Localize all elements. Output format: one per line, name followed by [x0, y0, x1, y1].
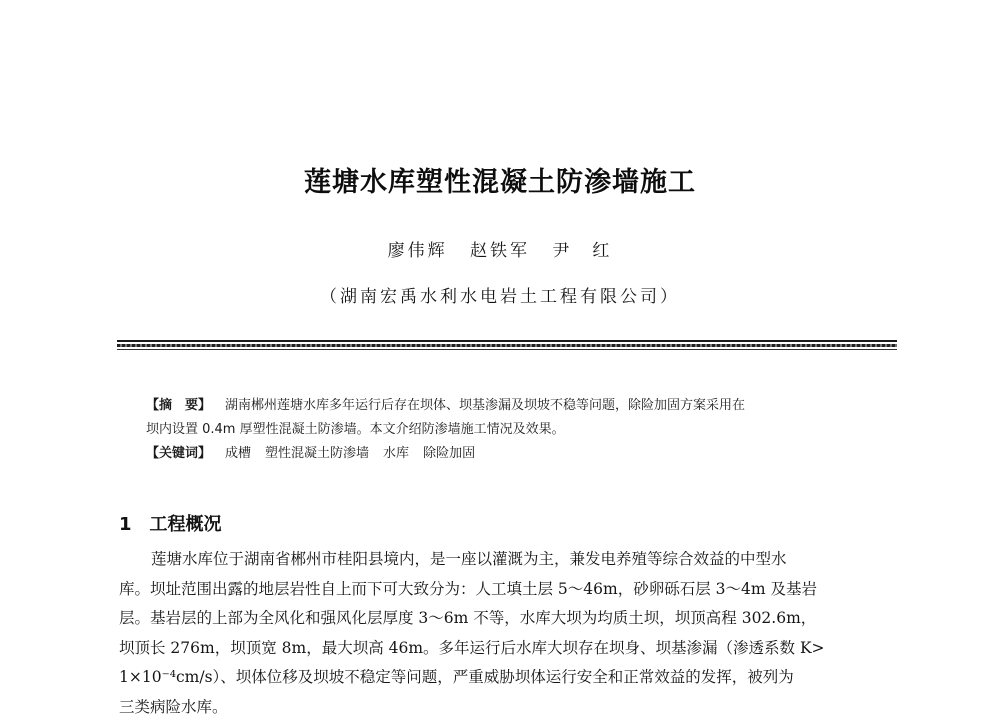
- keyword: 水库: [383, 446, 409, 461]
- section-title: 工程概况: [150, 514, 222, 535]
- header-divider: [117, 344, 897, 347]
- paragraph-line: 三类病险水库。: [119, 693, 897, 722]
- abstract-block: [146, 394, 886, 466]
- abstract-text: 湖南郴州莲塘水库多年运行后存在坝体、坝基渗漏及坝坡不稳等问题，除险加固方案采用在: [225, 398, 745, 413]
- keyword: 除险加固: [423, 446, 475, 461]
- author-name: 廖伟辉: [388, 241, 448, 261]
- keywords-label: 【关键词】: [146, 446, 211, 461]
- paragraph-line: 层。基岩层的上部为全风化和强风化层厚度 3～6m 不等，水库大坝为均质土坝，坝顶高程 302.6m，: [119, 604, 897, 634]
- keyword: 成槽: [225, 446, 251, 461]
- header-divider: [117, 349, 897, 350]
- keywords-line: [146, 442, 886, 466]
- abstract-label: 【摘 要】: [146, 398, 211, 413]
- section-body: [119, 545, 897, 722]
- author-name: 赵铁军: [470, 241, 530, 261]
- header-divider: [117, 340, 897, 342]
- section-heading: [119, 510, 222, 536]
- author-affiliation: （湖南宏禹水利水电岩土工程有限公司）: [0, 282, 1000, 307]
- abstract-line: [146, 394, 886, 418]
- abstract-text: 坝内设置 0.4m 厚塑性混凝土防渗墙。本文介绍防渗墙施工情况及效果。: [146, 422, 565, 437]
- author-list: [0, 236, 1000, 261]
- keyword: 塑性混凝土防渗墙: [265, 446, 369, 461]
- paragraph-line: 库。坝址范围出露的地层岩性自上而下可大致分为：人工填土层 5～46m，砂卵砾石层 3～4m 及基岩: [119, 575, 897, 605]
- abstract-line: [146, 418, 886, 442]
- section-number: 1: [119, 514, 132, 535]
- paragraph-line: 莲塘水库位于湖南省郴州市桂阳县境内，是一座以灌溉为主，兼发电养殖等综合效益的中型水: [119, 545, 897, 575]
- paragraph-line: 坝顶长 276m，坝顶宽 8m，最大坝高 46m。多年运行后水库大坝存在坝身、坝基渗漏（渗透系数 K>: [119, 634, 897, 664]
- author-name: 尹 红: [552, 241, 612, 261]
- paragraph-line: 1×10⁻⁴cm/s）、坝体位移及坝坡不稳定等问题，严重威胁坝体运行安全和正常效益的发挥，被列为: [119, 663, 897, 693]
- paper-title: 莲塘水库塑性混凝土防渗墙施工: [0, 160, 1000, 199]
